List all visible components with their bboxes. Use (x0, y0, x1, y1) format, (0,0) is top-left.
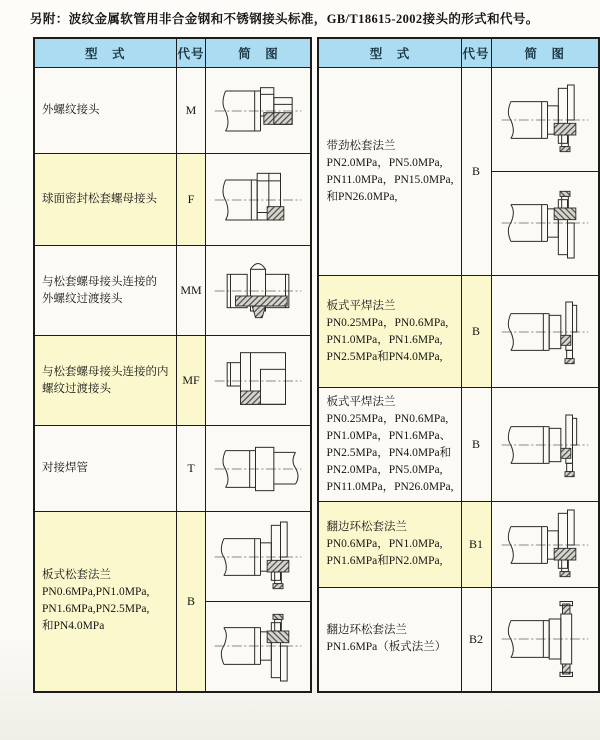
diagram-cell (206, 68, 312, 154)
type-text-line: 外螺纹接头 (42, 104, 100, 116)
diagram-stack (492, 588, 599, 690)
diagram-cell (206, 246, 312, 336)
type-text-line: 外螺纹过渡接头 (42, 292, 123, 305)
type-text-line: PN2.0MPa，PN5.0MPa, (326, 463, 443, 476)
diagram-stack (206, 512, 310, 690)
diagram-stack (492, 277, 599, 387)
type-text-line: PN1.6MPa和PN2.0MPa, (326, 555, 443, 567)
diagram-cell (491, 68, 599, 276)
type-text-line: 带劲松套法兰 (326, 139, 396, 152)
neck-loose-flange-top-diagram (493, 80, 597, 160)
column-header: 代号 (461, 38, 491, 68)
type-text-line: PN11.0MPa，PN15.0MPa, (326, 173, 454, 186)
spherical-swivel-nut-fitting (206, 155, 310, 245)
neck-loose-flange-bottom (492, 171, 599, 275)
table-row (34, 154, 311, 246)
table-row (318, 588, 599, 692)
table-row (34, 336, 311, 426)
type-text-line: PN2.5MPa和PN4.0MPa, (326, 350, 443, 363)
type-text-line: PN1.0MPa，PN1.6MPa, (326, 333, 443, 346)
column-header: 型 式 (34, 38, 176, 68)
diagram-cell (491, 502, 599, 588)
type-cell (34, 246, 176, 336)
diagram-cell (491, 388, 599, 502)
diagram-stack (206, 337, 310, 425)
neck-loose-flange-bottom-diagram (493, 183, 597, 263)
type-cell (34, 426, 176, 512)
spherical-swivel-nut-fitting-diagram (206, 160, 310, 240)
plate-weld-flange (492, 277, 599, 387)
type-text-line: 对接焊管 (42, 462, 88, 474)
column-header: 简 图 (206, 38, 312, 68)
table-row (34, 426, 311, 512)
code-cell: B (461, 68, 491, 276)
male-female-adapter-diagram (206, 341, 310, 421)
fitting-table-left (33, 37, 312, 693)
code-cell: M (176, 68, 206, 154)
type-text-line: PN0.25MPa，PN0.6MPa, (326, 412, 449, 425)
diagram-cell (491, 276, 599, 388)
table-row (318, 502, 599, 588)
column-header: 代号 (176, 38, 206, 68)
type-text-line: PN1.6MPa（板式法兰） (326, 641, 447, 654)
type-text-line: PN0.25MPa，PN0.6MPa, (326, 316, 449, 329)
butt-weld-pipe-diagram (206, 429, 310, 509)
table-row (318, 388, 599, 502)
table-row (34, 512, 311, 692)
type-text-line: 和PN4.0MPa (42, 620, 105, 633)
type-cell (318, 276, 461, 388)
diagram-cell (206, 512, 312, 692)
male-thread-fitting (206, 69, 310, 153)
type-text-line: 螺纹过渡接头 (42, 382, 111, 395)
diagram-stack (492, 389, 599, 501)
male-thread-fitting-diagram (206, 71, 310, 151)
male-female-adapter (206, 337, 310, 425)
flanged-ring-loose-flange (492, 503, 599, 587)
diagram-cell (206, 426, 312, 512)
code-cell: MF (176, 336, 206, 426)
type-text-line: 板式平焊法兰 (326, 299, 396, 312)
fitting-tables (33, 37, 600, 693)
type-text-line: 球面密封松套螺母接头 (42, 193, 157, 205)
type-text-line: PN1.6MPa,PN2.5MPa, (42, 603, 150, 616)
plate-weld-flange (492, 389, 599, 501)
flanged-ring-plate-flange (492, 588, 599, 690)
code-cell: B (461, 388, 491, 502)
type-text-line: 板式松套法兰 (42, 569, 111, 582)
table-row (34, 68, 311, 154)
type-text-line: 与松套螺母接头连接的内 (42, 365, 169, 378)
type-text-line: PN11.0MPa，PN26.0MPa, (326, 480, 454, 493)
plate-loose-flange-top (206, 512, 310, 601)
diagram-cell (491, 588, 599, 692)
plate-weld-flange-diagram (493, 405, 597, 485)
code-cell: B2 (461, 588, 491, 692)
column-header: 型 式 (318, 38, 461, 68)
flanged-ring-plate-flange-diagram (493, 599, 597, 679)
type-cell (318, 502, 461, 588)
plate-weld-flange-diagram (493, 292, 597, 372)
diagram-stack (206, 427, 310, 511)
diagram-stack (206, 247, 310, 335)
type-text-line: 翻边环松套法兰 (326, 624, 407, 637)
butt-weld-pipe (206, 427, 310, 511)
diagram-cell (206, 336, 312, 426)
code-cell: T (176, 426, 206, 512)
diagram-stack (206, 155, 310, 245)
plate-loose-flange-bottom-diagram (206, 606, 310, 686)
male-male-adapter-diagram (206, 251, 310, 331)
header-row (34, 38, 311, 68)
type-text-line: 板式平焊法兰 (326, 395, 396, 408)
type-cell (318, 588, 461, 692)
plate-loose-flange-top-diagram (206, 517, 310, 597)
type-text-line: 与松套螺母接头连接的 (42, 275, 157, 288)
type-text-line: 和PN26.0MPa, (326, 190, 398, 203)
type-text-line: PN0.6MPa,PN1.0MPa, (42, 586, 150, 599)
header-row (318, 38, 599, 68)
column-header: 简 图 (491, 38, 599, 68)
code-cell: B1 (461, 502, 491, 588)
type-text-line: PN2.5MPa，PN4.0MPa和 (326, 446, 452, 459)
table-row (318, 68, 599, 276)
male-male-adapter (206, 247, 310, 335)
type-text-line: PN0.6MPa，PN1.0MPa, (326, 538, 443, 550)
type-cell (34, 68, 176, 154)
table-row (318, 276, 599, 388)
diagram-stack (206, 69, 310, 153)
type-cell (34, 336, 176, 426)
diagram-stack (492, 69, 599, 275)
type-cell (34, 512, 176, 692)
type-text-line: 翻边环松套法兰 (326, 521, 407, 533)
type-cell (318, 388, 461, 502)
code-cell: F (176, 154, 206, 246)
diagram-cell (206, 154, 312, 246)
neck-loose-flange-top (492, 69, 599, 172)
fitting-table-right (317, 37, 600, 693)
plate-loose-flange-bottom (206, 601, 310, 691)
page-title: 另附：波纹金属软管用非合金钢和不锈钢接头标准，GB/T18615-2002接头的形式和代号。 (30, 12, 539, 26)
code-cell: MM (176, 246, 206, 336)
table-row (34, 246, 311, 336)
code-cell: B (176, 512, 206, 692)
type-text-line: PN1.0MPa，PN1.6MPa、 (326, 429, 452, 442)
type-cell (34, 154, 176, 246)
diagram-stack (492, 503, 599, 587)
type-text-line: PN2.0MPa，PN5.0MPa, (326, 156, 443, 169)
flanged-ring-loose-flange-diagram (493, 505, 597, 585)
type-cell (318, 68, 461, 276)
code-cell: B (461, 276, 491, 388)
